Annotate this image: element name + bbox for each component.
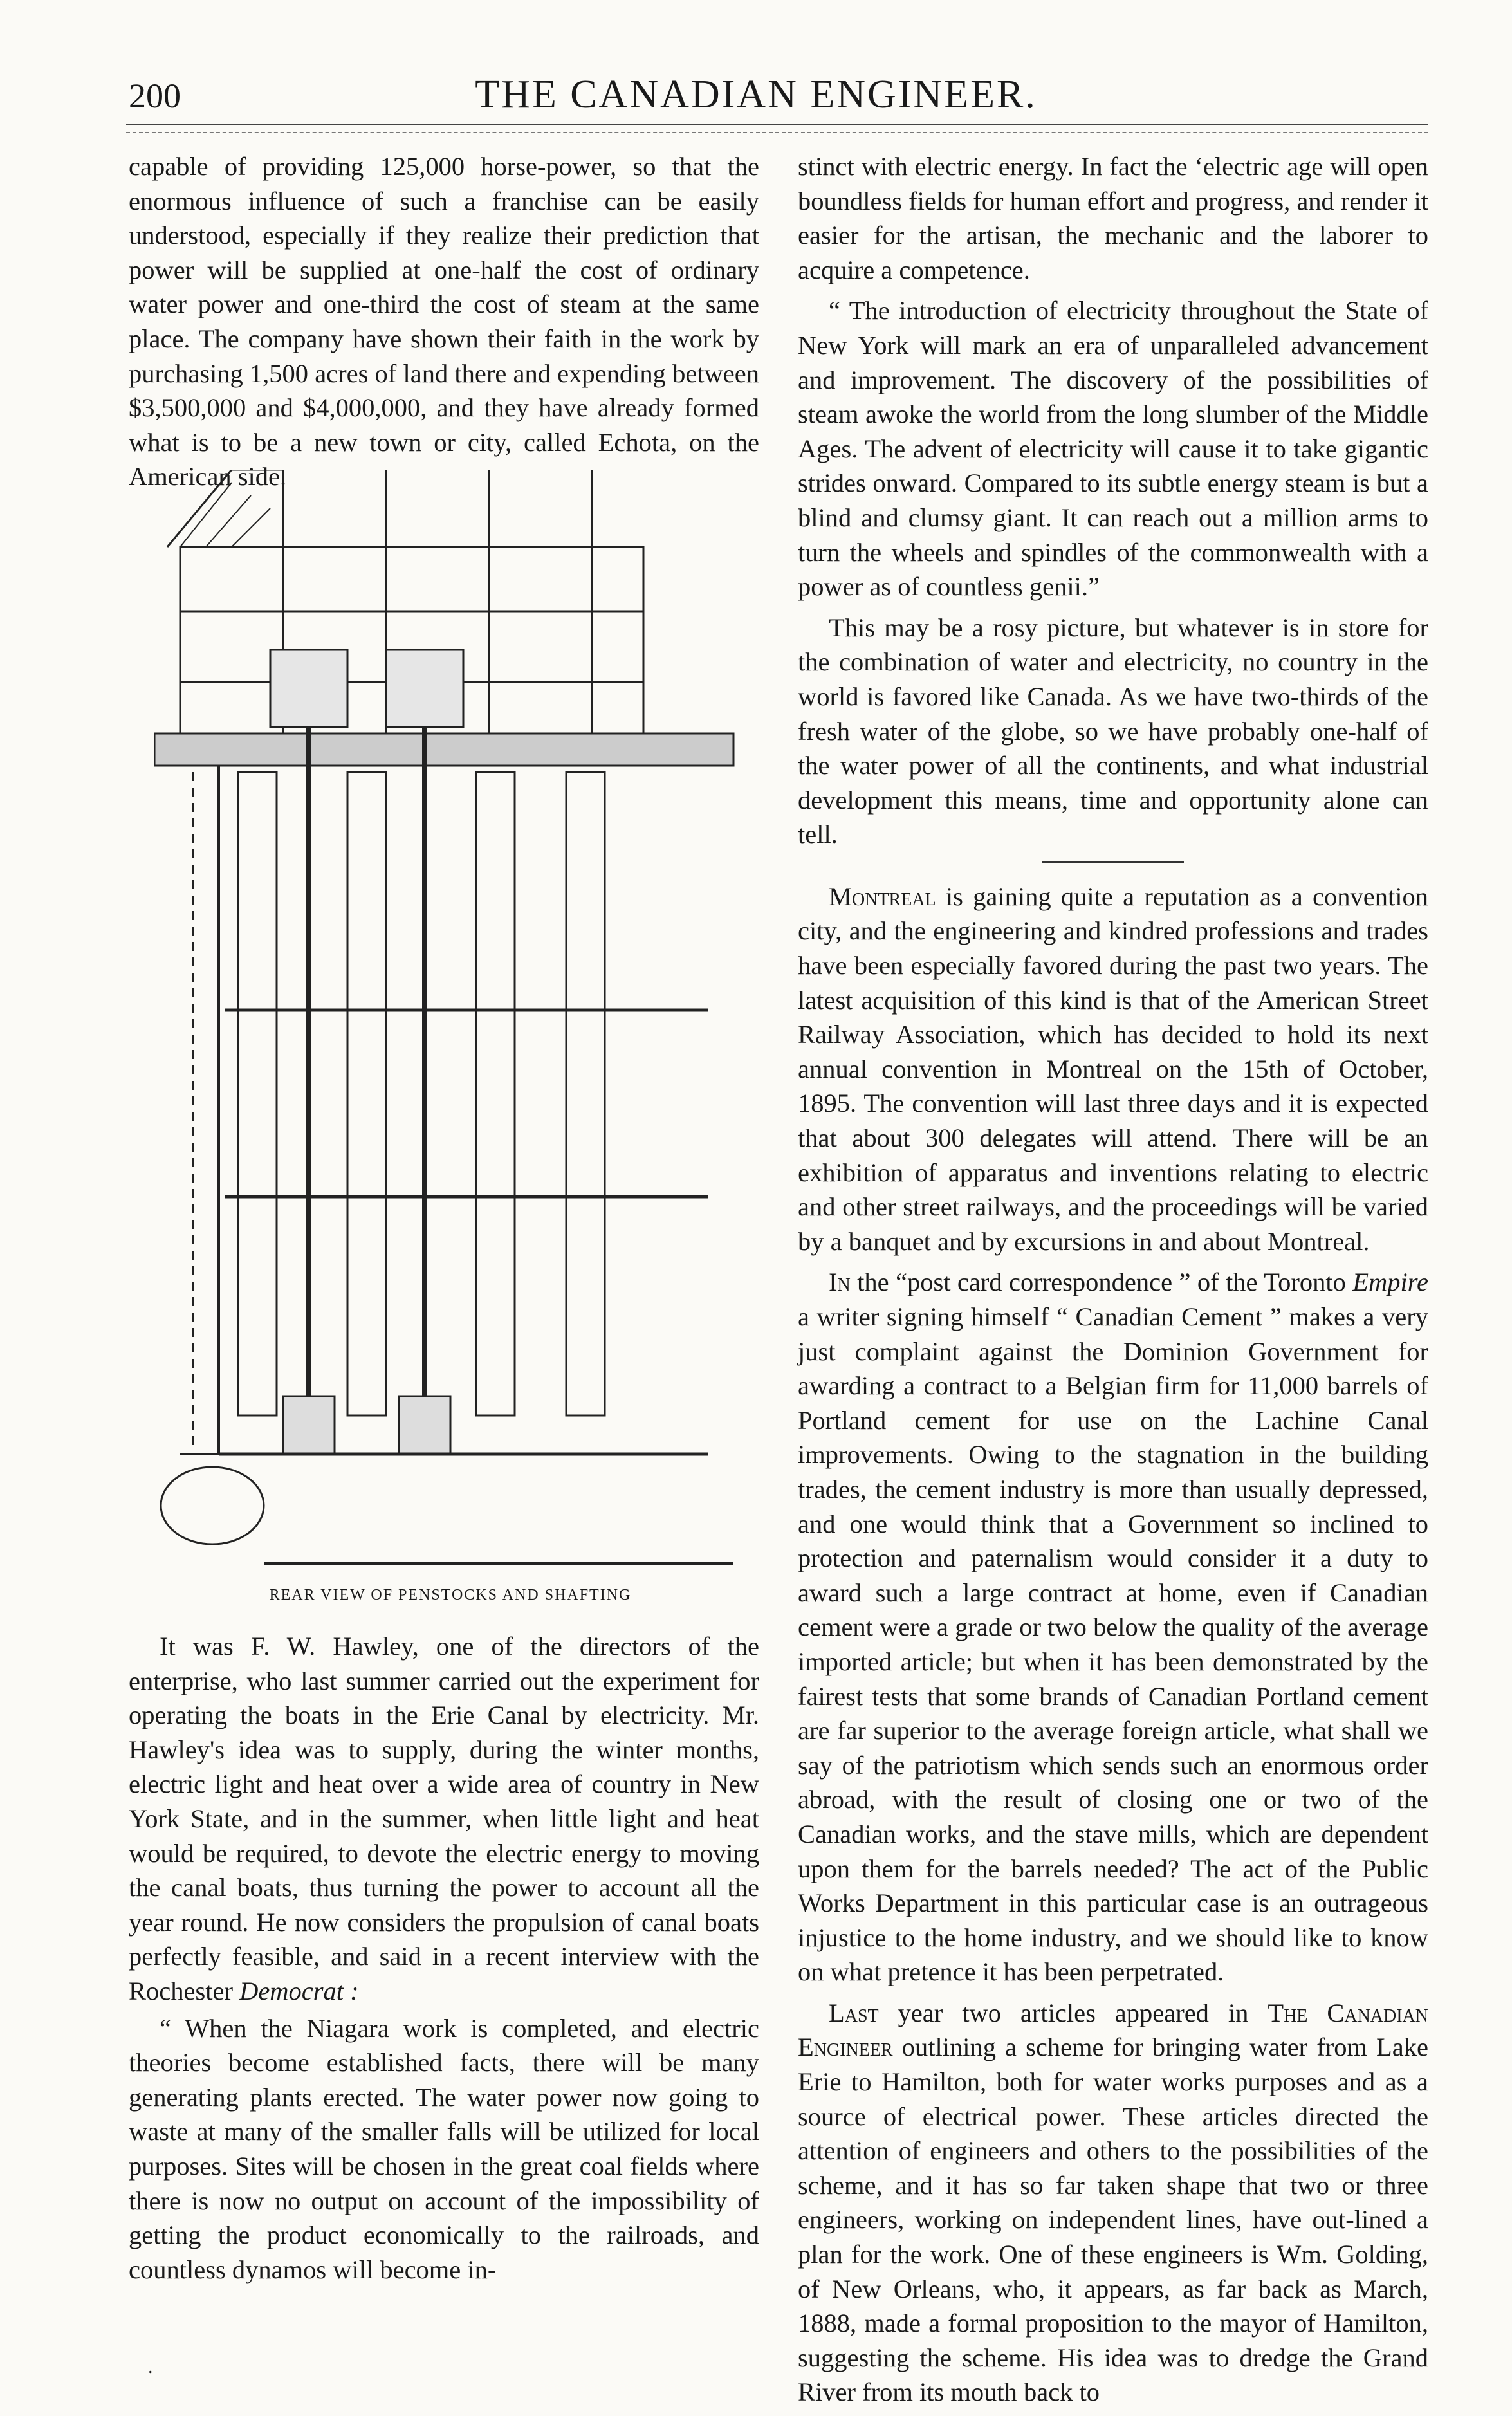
generator-right [386, 650, 463, 727]
section-divider [1042, 861, 1184, 863]
rock-wall [180, 766, 219, 1454]
journal-title: THE CANADIAN ENGINEER. [475, 73, 1037, 116]
roof-outline [167, 470, 283, 547]
generator-left [270, 650, 347, 727]
penstocks-illustration [154, 470, 746, 1583]
turbine-right [399, 1396, 450, 1454]
figure-caption: REAR VIEW OF PENSTOCKS AND SHAFTING [269, 1587, 632, 1603]
left-column-continued [129, 1629, 759, 2289]
penstock-2 [347, 772, 386, 1415]
paragraph-canada: This may be a rosy picture, but whatever is in store for the combination of water and electricity, no country in the world is favored like Canada. As we have two-thirds of the fresh water of the globe, so we have probably one-half of the water power of all the continents, and what industrial development this means, time and opportunity alone can tell. [798, 613, 1428, 849]
ground-level [154, 733, 733, 766]
turbine-left [283, 1396, 335, 1454]
penstock-3 [476, 772, 515, 1415]
paragraph-echota: capable of providing 125,000 horse-power, so that the enormous influence of such a franchise can be easily understood, especially if they realize their prediction that power will be supplied at one-half the cost of ordinary water power and one-third the cost of steam at the same place. The company have shown their faith in the work by purchasing 1,500 acres of land there and expending between $3,500,000 and $4,000,000, and they have already formed what is to be a new town or city, called Echota, on the American side. [129, 152, 759, 492]
page-number: 200 [129, 77, 181, 115]
header-rule [126, 124, 1428, 133]
penstock-4 [566, 772, 605, 1415]
paragraph-montreal: Montreal is gaining quite a reputation as a convention city, and the engineering and kindred professions and trades have been especially favored during the past two years. The latest acquisition of this kind is that of the American Street Railway Association, which has decided to hold its next annual convention in Montreal on the 15th of October, 1895. The convention will last three days and it is expected that about 300 delegates will attend. There will be an exhibition of apparatus and inventions relating to electric and other street railways, and the proceedings will be varied by a banquet and by excursions in and about Montreal. [798, 881, 1428, 1256]
paragraph-niagara-quote: “ When the Niagara work is completed, and electric theories become established facts, there will be many generating plants erected. The water power now going to waste at many of the smaller falls will be utilized for local purposes. Sites will be chosen in the great coal fields where there is now no output on account of the impossibility of getting the product economically to the railroads, and countless dynamos will become in- [129, 2013, 759, 2284]
paragraph-hawley: It was F. W. Hawley, one of the directors of the enterprise, who last summer carried out the experiment for operating the boats in the Erie Canal by electricity. Mr. Hawley's idea was to supply, during the winter months, electric light and heat over a wide area of country in New York State, and in the summer, when little light and heat would be required, to devote the electric energy to moving the canal boats, thus turning the power to account all the year round. He now considers the propulsion of canal boats perfectly feasible, and said in a recent interview with the Rochester Democrat : [129, 1632, 759, 2006]
figure-penstocks [154, 470, 746, 1583]
paragraph-hamilton: Last year two articles appeared in The Canadian Engineer outlining a scheme for bringing water from Lake Erie to Hamilton, both for water works purposes and as a source of electrical power. These articles directed the attention of engineers and others to the possibilities of the scheme, and it has so far taken shape that two or three engineers, working on independent lines, have out-lined a plan for the work. One of these engineers is Wm. Golding, of New Orleans, who, it appears, as far back as March, 1888, made a formal proposition to the mayor of Hamilton, suggesting the scheme. His idea was to dredge the Grand River from its mouth back to [798, 1998, 1428, 2407]
penstock-1 [238, 772, 277, 1415]
right-column [798, 149, 1428, 2416]
stray-mark: . [148, 2356, 153, 2377]
tailrace-tunnel [161, 1467, 264, 1544]
paragraph-electric-age: stinct with electric energy. In fact the ‘electric age will open boundless fields for human effort and progress, and render it easier for the artisan, the mechanic and the laborer to acquire a competence. [798, 152, 1428, 284]
paragraph-new-york: “ The introduction of electricity throughout the State of New York will mark an era of unparalleled advancement and improvement. The discovery of the possibilities of steam awoke the world from the long slumber of the Middle Ages. The advent of electricity will cause it to take gigantic strides onward. Compared to its subtle energy steam is but a blind and clumsy giant. It can reach out a million arms to turn the wheels and spindles of the commonwealth with a power as of countless genii.” [798, 296, 1428, 602]
paragraph-cement: In the “post card correspondence ” of the Toronto Empire a writer signing himself “ Canadian Cement ” makes a very just complaint against the Dominion Government for awarding a contract to a Belgian firm for 11,000 barrels of Portland cement for use on the Lachine Canal improvements. Owing to the stagnation in the building trades, the cement industry is more than usually depressed, and one would think that a Government so inclined to protection and paternalism would consider it a duty to award such a large contract at home, even if Canadian cement were a grade or two below the quality of the average imported article; but when it has been demonstrated by the fairest tests that some brands of Canadian Portland cement are far superior to the average foreign article, what shall we say of the patriotism which sends such an enormous order abroad, with the result of closing one or two of the Canadian works, and the stave mills, which are dependent upon them for the barrels needed? The act of the Public Works Department in this particular case is an outrageous injustice to the home industry, and we should like to know on what pretence it has been perpetrated. [798, 1268, 1428, 1987]
left-column [129, 149, 759, 501]
